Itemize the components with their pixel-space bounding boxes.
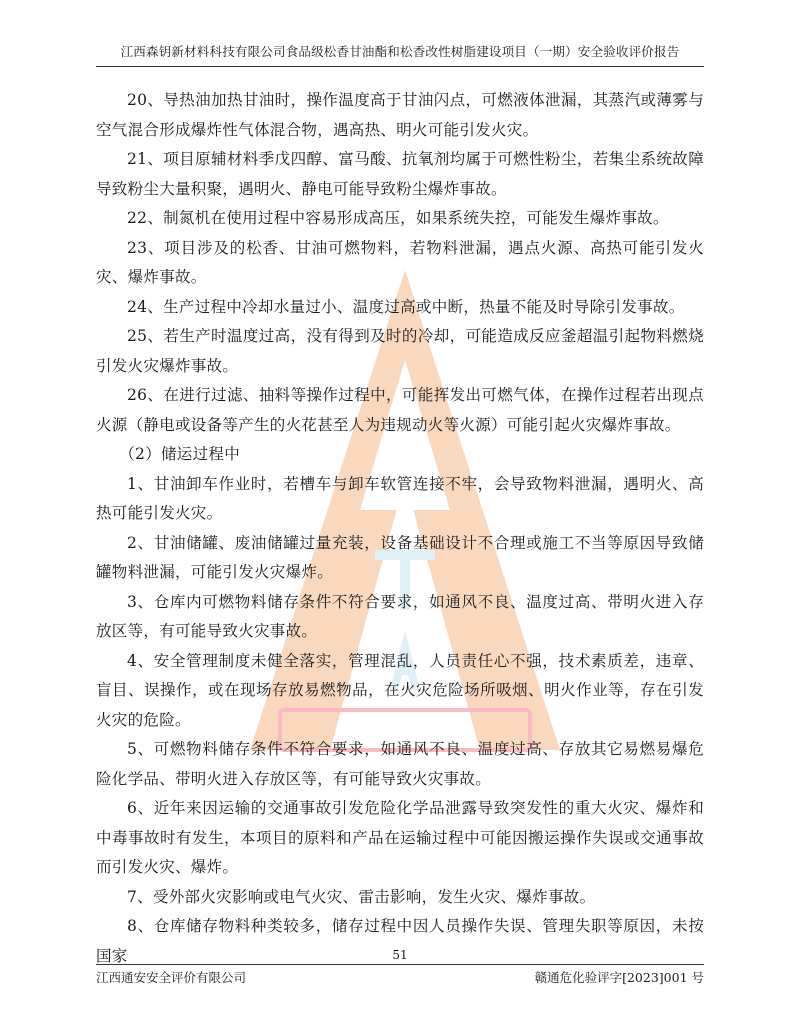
storage-item-1: 1、甘油卸车作业时，若槽车与卸车软管连接不牢，会导致物料泄漏，遇明火、高热可能引发火灾。 — [96, 474, 704, 522]
paragraph-25: 25、若生产时温度过高，没有得到及时的冷却，可能造成反应釜超温引起物料燃烧引发火灾爆炸事故。 — [96, 327, 704, 375]
page-number: 51 — [392, 948, 408, 962]
footer-company: 江西通安安全评价有限公司 — [96, 970, 247, 985]
paragraph-22: 22、制氮机在使用过程中容易形成高压，如果系统失控，可能发生爆炸事故。 — [127, 209, 669, 227]
section-subheading: （2）储运过程中 — [119, 445, 241, 463]
storage-item-2: 2、甘油储罐、废油储罐过量充装，设备基础设计不合理或施工不当等原因导致储罐物料泄漏，可能引发火灾爆炸。 — [96, 533, 704, 581]
header-rule — [96, 66, 704, 67]
storage-item-3: 3、仓库内可燃物料储存条件不符合要求，如通风不良、温度过高、带明火进入存放区等，有可能导致火灾事故。 — [96, 592, 704, 640]
paragraph-26: 26、在进行过滤、抽料等操作过程中，可能挥发出可燃气体，在操作过程若出现点火源（静电或设备等产生的火花甚至人为违规动火等火源）可能引起火灾爆炸事故。 — [96, 386, 704, 434]
page-header: 江西森钥新材料科技有限公司食品级松香甘油酯和松香改性树脂建设项目（一期）安全验收评价报告 — [120, 44, 680, 59]
paragraph-24: 24、生产过程中冷却水量过小、温度过高或中断，热量不能及时导除引发事故。 — [127, 297, 685, 316]
storage-item-4: 4、安全管理制度未健全落实，管理混乱，人员责任心不强，技术素质差，违章、盲目、误操作，或在现场存放易燃物品，在火灾危险场所吸烟、明火作业等，存在引发火灾的危险。 — [96, 651, 704, 729]
storage-item-7: 7、受外部火灾影响或电气火灾、雷击影响，发生火灾、爆炸事故。 — [127, 887, 596, 906]
paragraph-23: 23、项目涉及的松香、甘油可燃物料，若物料泄漏，遇点火源、高热可能引发火灾、爆炸事故。 — [96, 238, 704, 286]
storage-item-8: 8、仓库储存物料种类较多，储存过程中因人员操作失误、管理失职等原因，未按国家 — [96, 917, 704, 965]
paragraph-21: 21、项目原辅材料季戊四醇、富马酸、抗氧剂均属于可燃性粉尘，若集尘系统故障导致粉尘大量积聚，遇明火、静电可能导致粉尘爆炸事故。 — [96, 150, 704, 198]
storage-item-5: 5、可燃物料储存条件不符合要求，如通风不良、温度过高、存放其它易燃易爆危险化学品、带明火进入存放区等，有可能导致火灾事故。 — [96, 740, 704, 788]
paragraph-20: 20、导热油加热甘油时，操作温度高于甘油闪点，可燃液体泄漏，其蒸汽或薄雾与空气混合形成爆炸性气体混合物，遇高热、明火可能引发火灾。 — [96, 91, 704, 139]
document-body — [96, 86, 704, 971]
storage-item-6: 6、近年来因运输的交通事故引发危险化学品泄露导致突发性的重大火灾、爆炸和中毒事故时有发生，本项目的原料和产品在运输过程中可能因搬运操作失误或交通事故而引发火灾、爆炸。 — [96, 799, 704, 876]
footer-rule — [96, 964, 704, 965]
footer-doc-code: 赣通危化验评字[2023]001 号 — [534, 970, 704, 985]
